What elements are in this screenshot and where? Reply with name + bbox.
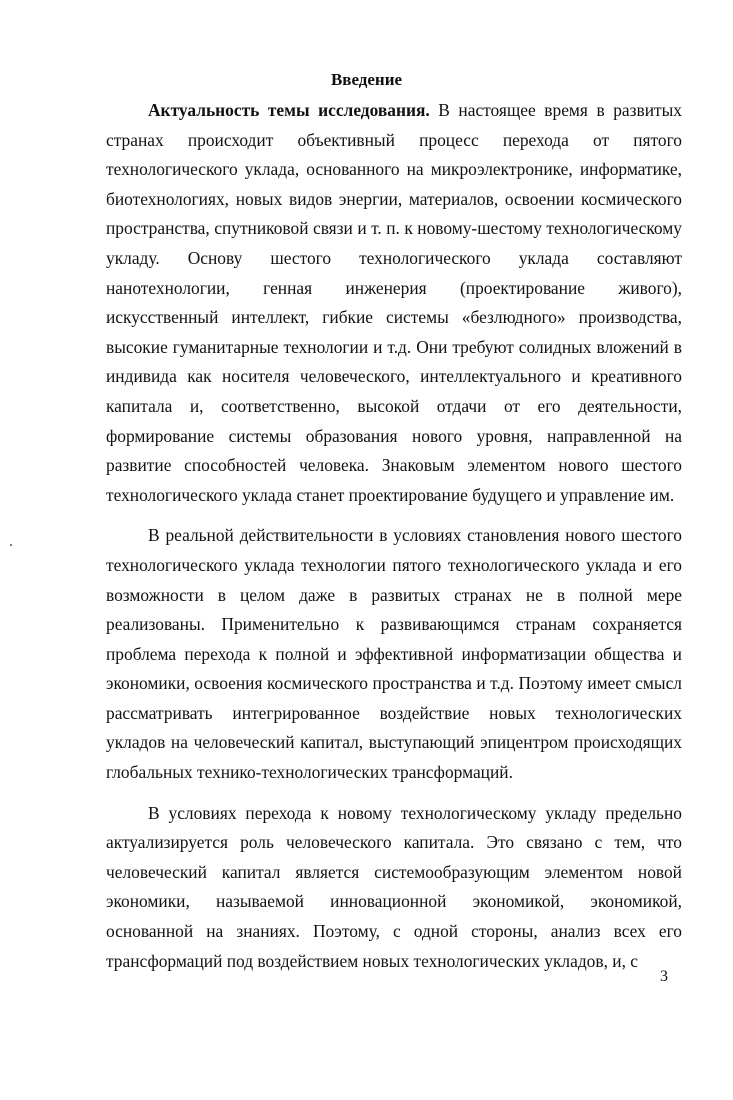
paragraph-1 <box>106 96 682 510</box>
scan-artifact-dot <box>10 544 12 546</box>
run-in-heading: Актуальность темы исследования. <box>148 100 430 120</box>
paragraph-3: В условиях перехода к новому технологическому укладу предельно актуализируется роль человеческого капитала. Это связано с тем, что человеческий капитал является системообразующим элементом новой экономики, называемой инновационной экономикой, экономикой, основанной на знаниях. Поэтому, с одной стороны, анализ всех его трансформаций под воздействием новых технологических укладов, и, с <box>106 802 682 971</box>
page-number: 3 <box>660 968 668 985</box>
section-heading: Введение <box>330 70 403 89</box>
paragraph-2: В реальной действительности в условиях становления нового шестого технологического уклада технологии пятого технологического уклада и его возможности в целом даже в развитых странах не в полной мере реализованы. Применительно к развивающимся странам сохраняется проблема перехода к полной и эффективной информатизации общества и экономики, освоения космического пространства и т.д. Поэтому имеет смысл рассматривать интегрированное воздействие новых технологических укладов на человеческий капитал, выступающий эпицентром происходящих глобальных технико-технологических трансформаций. <box>106 525 682 783</box>
body-text <box>106 96 682 976</box>
paragraph-1-text: В настоящее время в развитых странах происходит объективный процесс перехода от пятого технологического уклада, основанного на микроэлектронике, информатике, биотехнологиях, новых видов энергии, материалов, освоении космического пространства, спутниковой связи и т. п. к новому-шестому технологическому укладу. Основу шестого технологического уклада составляют нанотехнологии, генная инженерия (проектирование живого), искусственный интеллект, гибкие системы «безлюдного» производства, высокие гуманитарные технологии и т.д. Они требуют солидных вложений в индивида как носителя человеческого, интеллектуального и креативного капитала и, соответственно, высокой отдачи от его деятельности, формирование системы образования нового уровня, направленной на развитие способностей человека. Знаковым элементом нового шестого технологического уклада станет проектирование будущего и управление им. <box>106 100 682 505</box>
